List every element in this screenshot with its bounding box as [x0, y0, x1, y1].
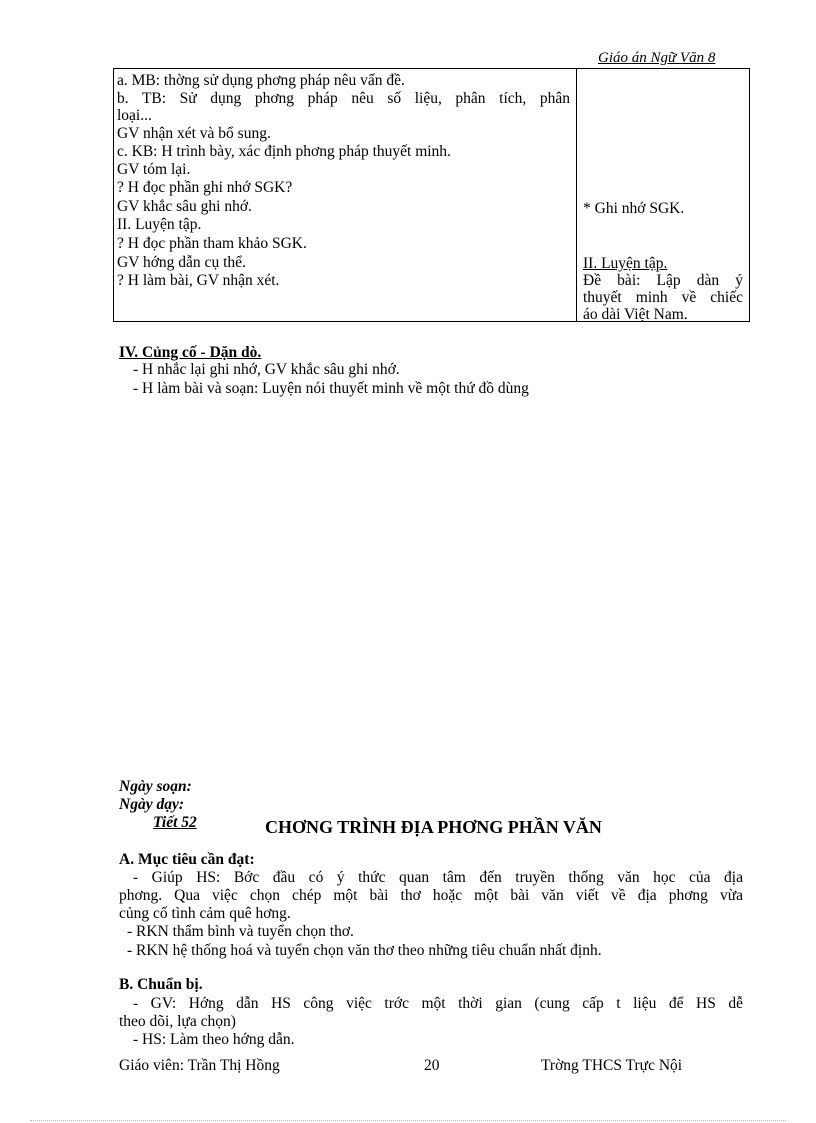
table-line: GV hớng dẫn cụ thể. — [117, 254, 246, 271]
table-line: c. KB: H trình bày, xác định phơng pháp thuyết minh. — [117, 143, 451, 160]
paragraph-line: - GV: Hớng dẫn HS công việc trớc một thời gian (cung cấp t liệu để HS dễ — [133, 995, 743, 1012]
table-line: Đề bài: Lập dàn ý — [583, 272, 743, 289]
list-item: - RKN hệ thống hoá và tuyển chọn văn thơ theo những tiêu chuẩn nhất định. — [127, 942, 602, 959]
table-line: b. TB: Sử dụng phơng pháp nêu số liệu, phân tích, phân — [117, 90, 570, 107]
table-left-column — [114, 69, 577, 321]
footer-school: Trờng THCS Trực Nội — [541, 1057, 683, 1074]
list-item: - RKN thẩm bình và tuyển chọn thơ. — [127, 923, 354, 940]
table-line: a. MB: thờng sử dụng phơng pháp nêu vấn đề. — [117, 72, 405, 89]
memo-note: * Ghi nhớ SGK. — [583, 200, 685, 217]
list-item: - HS: Làm theo hớng dẫn. — [133, 1031, 295, 1048]
list-item: - H nhắc lại ghi nhớ, GV khắc sâu ghi nhớ. — [133, 361, 400, 378]
section-heading: A. Mục tiêu cần đạt: — [119, 851, 255, 868]
table-line: ? H làm bài, GV nhận xét. — [117, 272, 280, 289]
section-heading: IV. Củng cố - Dặn dò. — [119, 344, 262, 361]
list-item: - H làm bài và soạn: Luyện nói thuyết minh về một thứ đồ dùng — [133, 380, 529, 397]
table-line: GV khắc sâu ghi nhớ. — [117, 198, 252, 215]
date-taught-label: Ngày dạy: — [119, 796, 184, 813]
table-line: loại... — [117, 107, 152, 124]
footer-page-number: 20 — [424, 1057, 440, 1074]
lesson-title: CHƠNG TRÌNH ĐỊA PHƠNG PHẦN VĂN — [265, 817, 602, 837]
table-line: áo dài Việt Nam. — [583, 306, 688, 323]
paragraph-line: phơng. Qua việc chọn chép một bài thơ hoặc một bài văn viết về địa phơng vừa — [119, 887, 743, 904]
table-line: ? H đọc phần ghi nhớ SGK? — [117, 179, 293, 196]
practice-heading: II. Luyện tập. — [583, 255, 668, 272]
table-line: ? H đọc phần tham khảo SGK. — [117, 235, 307, 252]
table-line: thuyết minh về chiếc — [583, 289, 743, 306]
footer-teacher: Giáo viên: Trần Thị Hồng — [119, 1057, 280, 1074]
lesson-table — [113, 68, 750, 322]
table-line: II. Luyện tập. — [117, 216, 202, 233]
paragraph-line: - Giúp HS: Bớc đầu có ý thức quan tâm đến truyền thống văn học của địa — [133, 869, 743, 886]
paragraph-line: theo dõi, lựa chọn) — [119, 1013, 236, 1030]
table-line: GV tóm lại. — [117, 161, 191, 178]
table-right-column — [577, 69, 749, 321]
date-prepared-label: Ngày soạn: — [119, 778, 192, 795]
running-header: Giáo án Ngữ Văn 8 — [598, 50, 716, 66]
page-bottom-rule — [30, 1120, 786, 1121]
table-line: GV nhận xét và bổ sung. — [117, 125, 271, 142]
section-heading: B. Chuẩn bị. — [119, 976, 203, 993]
paragraph-line: củng cố tình cảm quê hơng. — [119, 905, 291, 922]
lesson-number: Tiết 52 — [153, 814, 197, 831]
